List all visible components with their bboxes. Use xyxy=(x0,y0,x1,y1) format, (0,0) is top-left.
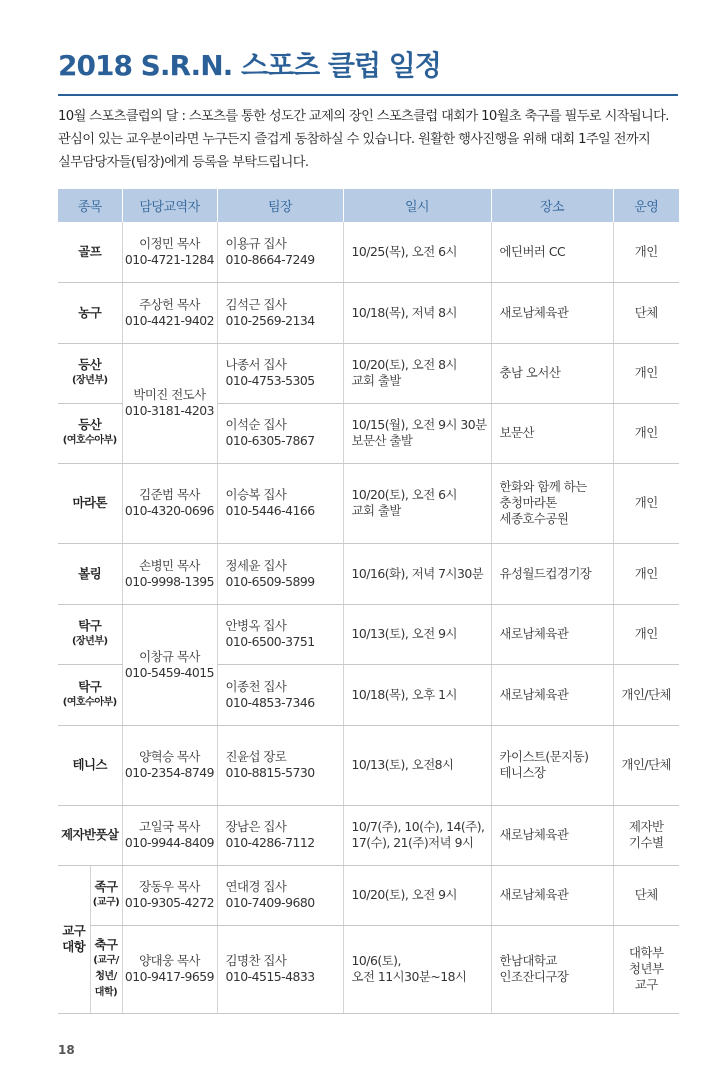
operation-cell: 대학부 청년부 교구 xyxy=(613,925,679,1013)
place-cell: 카이스트(문지동) 테니스장 xyxy=(491,725,613,805)
operation-cell: 개인 xyxy=(613,543,679,604)
sport-cell xyxy=(58,543,122,604)
pastor-cell: 양대웅 목사 010-9417-9659 xyxy=(122,925,217,1013)
operation-cell: 개인 xyxy=(613,343,679,403)
leader-cell: 이용규 집사 010-8664-7249 xyxy=(217,222,343,282)
sport-cell xyxy=(58,805,122,865)
sport-cell xyxy=(90,865,122,925)
sport-name: 테니스 xyxy=(72,757,107,772)
sport-cell xyxy=(58,664,122,725)
datetime-cell: 10/16(화), 저녁 7시30분 xyxy=(343,543,491,604)
operation-cell: 개인/단체 xyxy=(613,664,679,725)
operation-cell: 제자반 기수별 xyxy=(613,805,679,865)
leader-cell: 나종서 집사 010-4753-5305 xyxy=(217,343,343,403)
place-cell: 에딘버러 CC xyxy=(491,222,613,282)
sport-cell xyxy=(58,222,122,282)
sport-subgroup: (여호수아부) xyxy=(62,435,117,446)
table-row xyxy=(58,222,679,282)
intro-line: 관심이 있는 교우분이라면 누구든지 즐겁게 동참하실 수 있습니다. 원활한 행사진행을 위해 대회 1주일 전까지 xyxy=(58,132,651,147)
intro-paragraph xyxy=(58,105,683,174)
sport-cell xyxy=(58,403,122,463)
sport-name: 축구 xyxy=(94,937,118,952)
place-cell: 새로남체육관 xyxy=(491,664,613,725)
place-cell: 새로남체육관 xyxy=(491,604,613,664)
header-place: 장소 xyxy=(491,189,613,222)
table-row xyxy=(58,463,679,543)
pastor-cell: 고일국 목사 010-9944-8409 xyxy=(122,805,217,865)
sport-name: 탁구 xyxy=(78,678,102,694)
place-cell: 한남대학교 인조잔디구장 xyxy=(491,925,613,1013)
header-operation: 운영 xyxy=(613,189,679,222)
sport-cell xyxy=(90,925,122,1013)
sport-name: 골프 xyxy=(78,243,102,259)
schedule-table xyxy=(58,189,679,1014)
leader-cell: 진윤섭 장로 010-8815-5730 xyxy=(217,725,343,805)
header-leader: 팀장 xyxy=(217,189,343,222)
sport-cell xyxy=(58,604,122,664)
place-cell: 유성월드컵경기장 xyxy=(491,543,613,604)
table-row xyxy=(58,343,679,403)
table-row xyxy=(58,865,679,925)
group-cell: 교구 대항 xyxy=(58,865,90,1013)
datetime-cell: 10/18(목), 오후 1시 xyxy=(343,664,491,725)
sport-cell xyxy=(58,725,122,805)
datetime-cell: 10/7(주), 10(수), 14(주), 17(수), 21(주)저녁 9시 xyxy=(343,805,491,865)
page-number: 18 xyxy=(58,1043,75,1057)
table-row xyxy=(58,282,679,343)
place-cell: 새로남체육관 xyxy=(491,282,613,343)
leader-cell: 안병옥 집사 010-6500-3751 xyxy=(217,604,343,664)
sport-name: 족구 xyxy=(94,879,118,894)
pastor-cell: 주상헌 목사 010-4421-9402 xyxy=(122,282,217,343)
datetime-cell: 10/20(토), 오전 9시 xyxy=(343,865,491,925)
header-pastor: 담당교역자 xyxy=(122,189,217,222)
sport-name: 등산 xyxy=(78,357,102,372)
sport-name: 등산 xyxy=(78,417,102,432)
intro-line: 10월 스포츠클럽의 달 : 스포츠를 통한 성도간 교제의 장인 스포츠클럽 대회가 10월초 축구를 필두로 시작됩니다. xyxy=(58,109,669,124)
operation-cell: 개인 xyxy=(613,222,679,282)
operation-cell: 개인 xyxy=(613,463,679,543)
leader-cell: 정세윤 집사 010-6509-5899 xyxy=(217,543,343,604)
datetime-cell: 10/25(목), 오전 6시 xyxy=(343,222,491,282)
pastor-cell: 김준범 목사 010-4320-0696 xyxy=(122,463,217,543)
datetime-cell: 10/13(토), 오전8시 xyxy=(343,725,491,805)
sport-name: 마라톤 xyxy=(72,495,107,510)
leader-cell: 이승복 집사 010-5446-4166 xyxy=(217,463,343,543)
leader-cell: 김명찬 집사 010-4515-4833 xyxy=(217,925,343,1013)
pastor-cell: 장동우 목사 010-9305-4272 xyxy=(122,865,217,925)
title-divider xyxy=(58,94,678,96)
operation-cell: 개인 xyxy=(613,403,679,463)
intro-line: 실무담당자들(팀장)에게 등록을 부탁드립니다. xyxy=(58,155,309,170)
datetime-cell: 10/13(토), 오전 9시 xyxy=(343,604,491,664)
datetime-cell: 10/18(목), 저녁 8시 xyxy=(343,282,491,343)
sport-subgroup: (교구/ 청년/ 대학) xyxy=(93,955,119,998)
sport-name: 농구 xyxy=(78,304,102,320)
pastor-cell: 손병민 목사 010-9998-1395 xyxy=(122,543,217,604)
page-title: 2018 S.R.N. 스포츠 클럽 일정 xyxy=(58,49,441,82)
table-row xyxy=(58,725,679,805)
table-row xyxy=(58,543,679,604)
operation-cell: 단체 xyxy=(613,865,679,925)
sport-cell xyxy=(58,343,122,403)
place-cell: 새로남체육관 xyxy=(491,865,613,925)
datetime-cell: 10/6(토), 오전 11시30분~18시 xyxy=(343,925,491,1013)
place-cell: 보문산 xyxy=(491,403,613,463)
pastor-cell: 이정민 목사 010-4721-1284 xyxy=(122,222,217,282)
sport-name: 제자반풋살 xyxy=(61,827,119,842)
table-header-row xyxy=(58,189,679,222)
table-row xyxy=(58,805,679,865)
place-cell: 한화와 함께 하는 충청마라톤 세종호수공원 xyxy=(491,463,613,543)
sport-subgroup: (장년부) xyxy=(71,636,108,647)
datetime-cell: 10/15(월), 오전 9시 30분 보문산 출발 xyxy=(343,403,491,463)
sport-name: 탁구 xyxy=(78,618,102,633)
pastor-cell: 이창규 목사 010-5459-4015 xyxy=(122,604,217,725)
pastor-cell: 박미진 전도사 010-3181-4203 xyxy=(122,343,217,463)
place-cell: 충남 오서산 xyxy=(491,343,613,403)
sport-cell xyxy=(58,282,122,343)
sport-subgroup: (교구) xyxy=(92,897,120,908)
sport-name: 볼링 xyxy=(78,565,102,581)
pastor-cell: 양혁승 목사 010-2354-8749 xyxy=(122,725,217,805)
leader-cell: 김석근 집사 010-2569-2134 xyxy=(217,282,343,343)
sport-subgroup: (장년부) xyxy=(71,375,108,386)
datetime-cell: 10/20(토), 오전 6시 교회 출발 xyxy=(343,463,491,543)
operation-cell: 개인/단체 xyxy=(613,725,679,805)
table-row xyxy=(58,604,679,664)
table-row xyxy=(58,925,679,1013)
sport-cell xyxy=(58,463,122,543)
operation-cell: 단체 xyxy=(613,282,679,343)
operation-cell: 개인 xyxy=(613,604,679,664)
leader-cell: 장남은 집사 010-4286-7112 xyxy=(217,805,343,865)
header-sport: 종목 xyxy=(58,189,122,222)
datetime-cell: 10/20(토), 오전 8시 교회 출발 xyxy=(343,343,491,403)
leader-cell: 이종천 집사 010-4853-7346 xyxy=(217,664,343,725)
leader-cell: 이석순 집사 010-6305-7867 xyxy=(217,403,343,463)
place-cell: 새로남체육관 xyxy=(491,805,613,865)
sport-subgroup: (여호수아부) xyxy=(62,696,117,708)
leader-cell: 연대경 집사 010-7409-9680 xyxy=(217,865,343,925)
header-datetime: 일시 xyxy=(343,189,491,222)
